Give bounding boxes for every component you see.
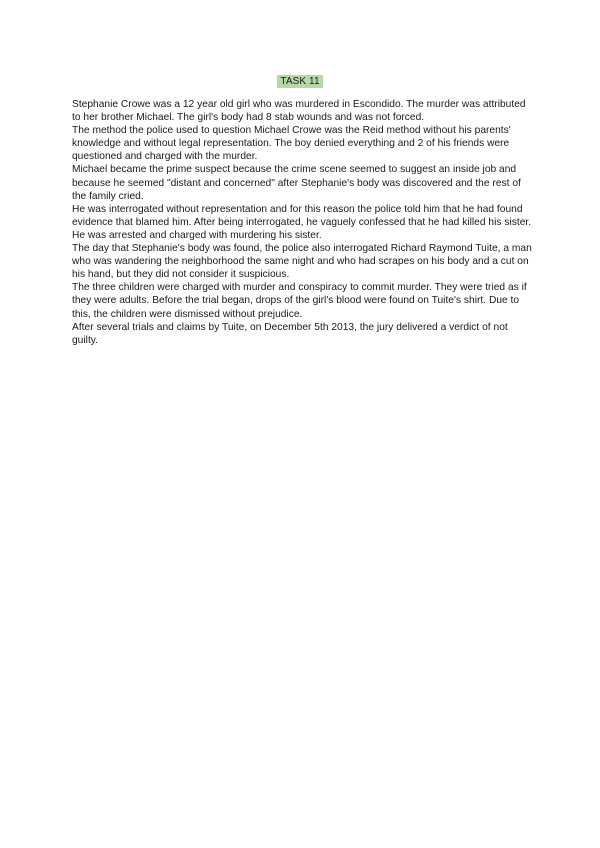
paragraph-tuite: The day that Stephanie's body was found, the police also interrogated Richard Raymond Tuite, a man who was wandering the neighborhood the same night and who had scrapes on his body and a cut on his hand, but they did not consider it suspicious. xyxy=(72,243,532,281)
title-container xyxy=(0,71,600,89)
document-title: TASK 11 xyxy=(277,75,322,88)
paragraph-reid-method: The method the police used to question Michael Crowe was the Reid method without his parents' knowledge and without legal representation. The boy denied everything and 2 of his friends were questioned and charged with the murder. xyxy=(72,125,511,163)
paragraph-verdict: After several trials and claims by Tuite, on December 5th 2013, the jury delivered a verdict of not guilty. xyxy=(72,321,508,346)
document-body xyxy=(72,98,532,347)
paragraph-interrogation: He was interrogated without representation and for this reason the police told him that he had found evidence that blamed him. After being interrogated, he vaguely confessed that he had killed his sister. He was arrested and charged with murdering his sister. xyxy=(72,203,532,241)
paragraph-charges: The three children were charged with murder and conspiracy to commit murder. They were tried as if they were adults. Before the trial began, drops of the girl's blood were found on Tuite's shirt. Due to this, the children were dismissed without prejudice. xyxy=(72,282,527,320)
paragraph-murder-summary: Stephanie Crowe was a 12 year old girl who was murdered in Escondido. The murder was attributed to her brother Michael. The girl's body had 8 stab wounds and was not forced. xyxy=(72,99,526,124)
paragraph-prime-suspect: Michael became the prime suspect because the crime scene seemed to suggest an inside job and because he seemed "distant and concerned" after Stephanie's body was discovered and the rest of the family cried. xyxy=(72,164,521,202)
